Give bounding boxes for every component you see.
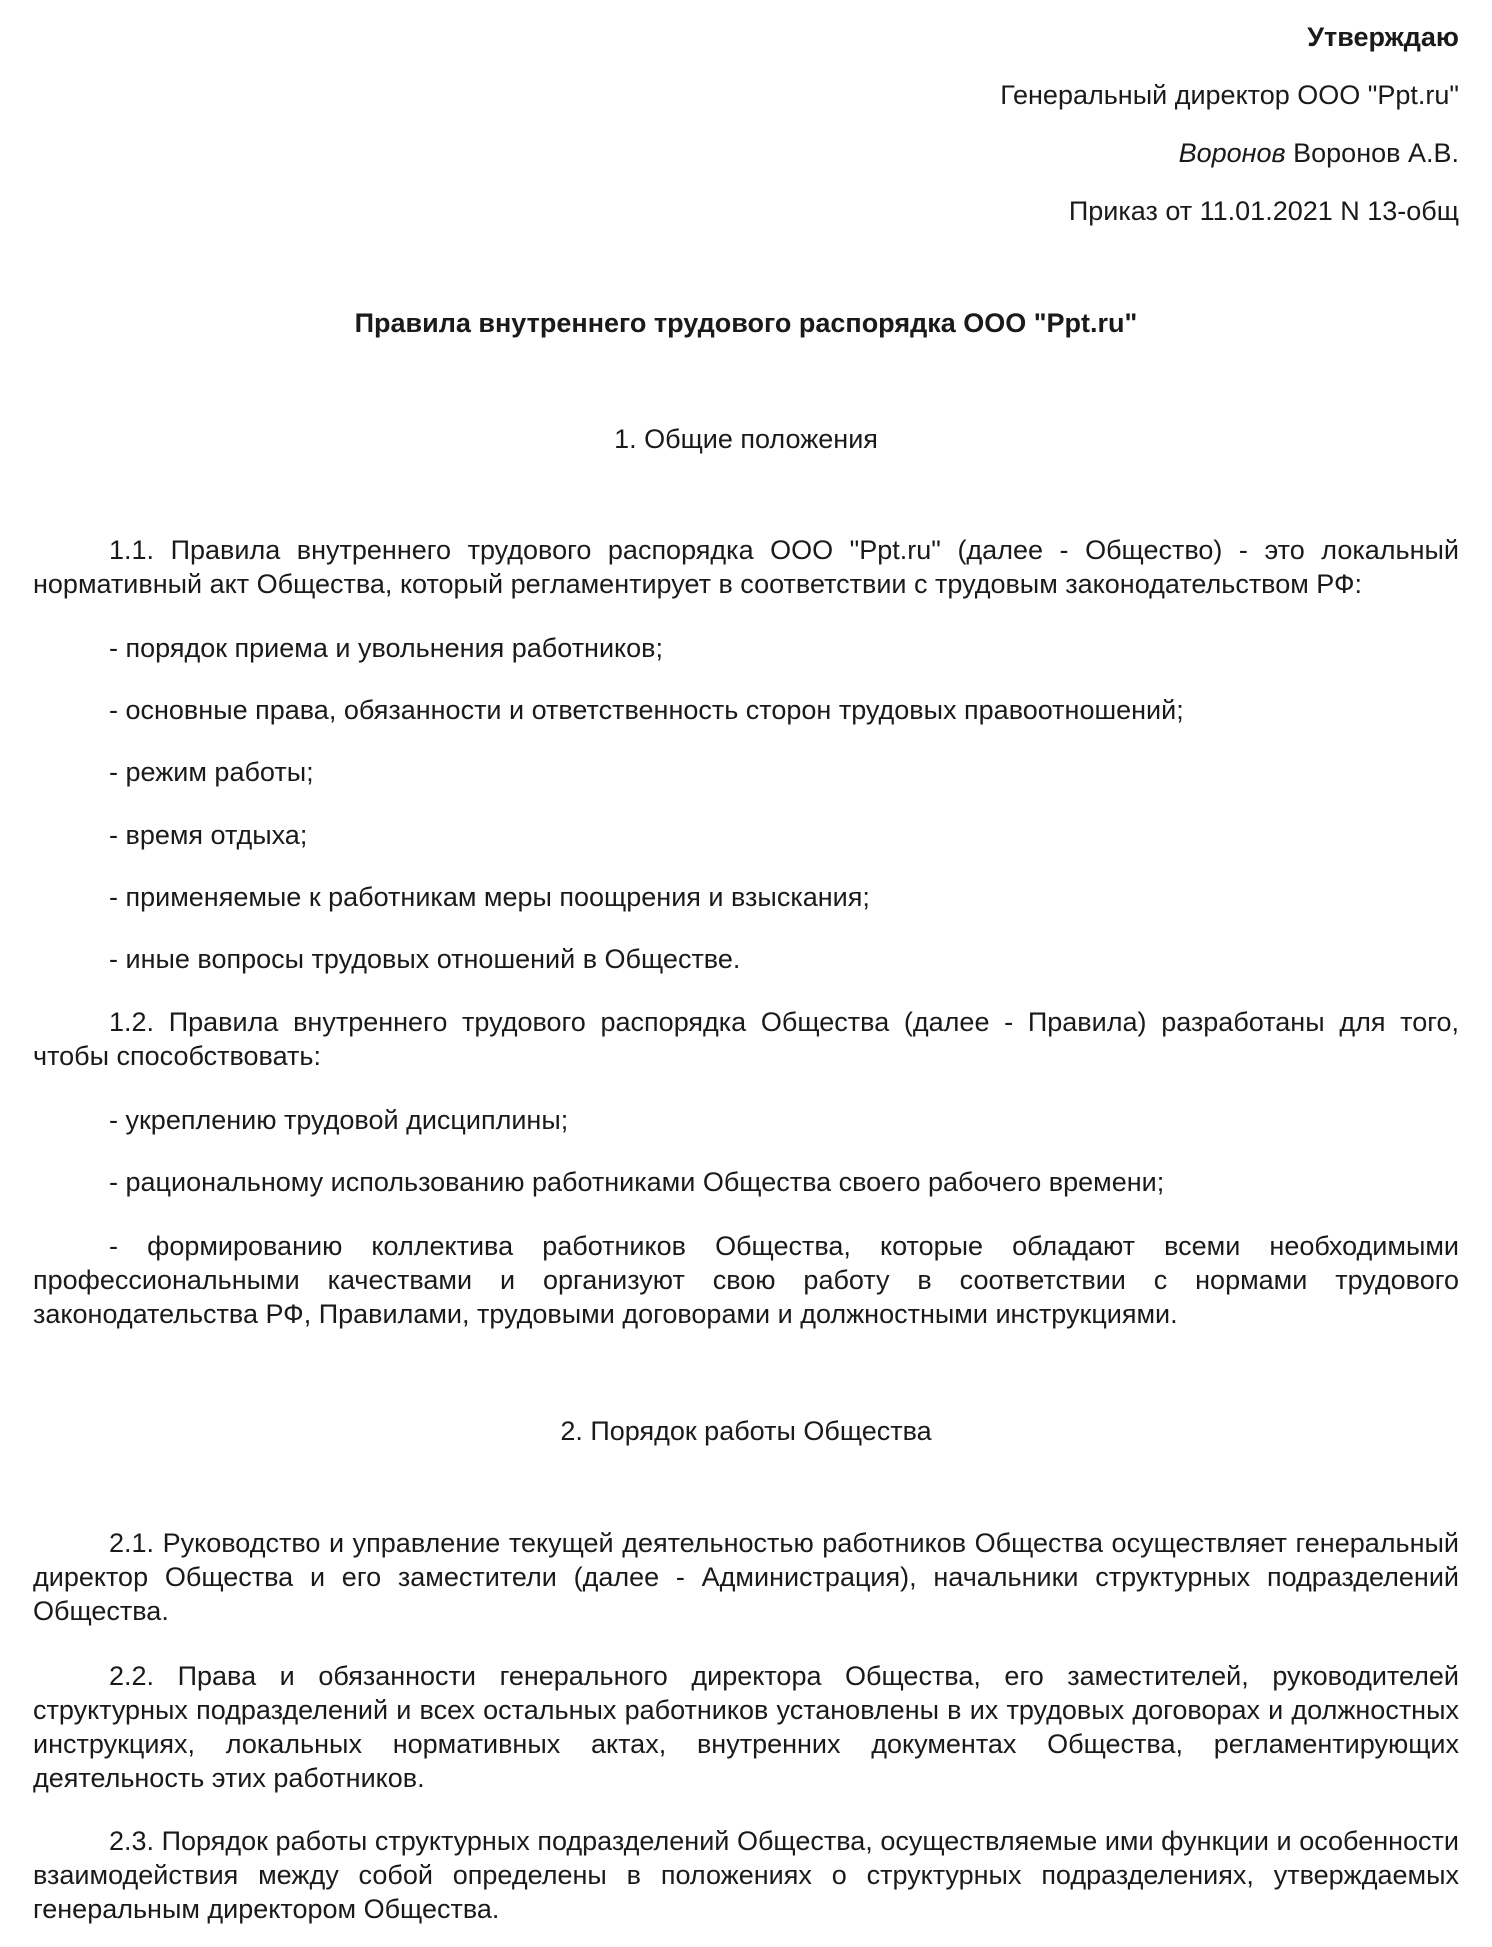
list-item: - укреплению трудовой дисциплины; bbox=[109, 1105, 569, 1135]
paragraph-2-1: 2.1. Руководство и управление текущей деятельностью работников Общества осуществляет генеральный директор Общества и его заместители (далее - Администрация), начальники структурных подразделений Общества. bbox=[33, 1528, 1459, 1626]
list-item: - применяемые к работникам меры поощрения и взыскания; bbox=[109, 882, 870, 912]
approval-order: Приказ от 11.01.2021 N 13-общ bbox=[1068, 196, 1459, 226]
list-item: - режим работы; bbox=[109, 757, 314, 787]
approval-position: Генеральный директор ООО "Ppt.ru" bbox=[1000, 80, 1459, 110]
approval-signature-line bbox=[1179, 138, 1459, 169]
document-title: Правила внутреннего трудового распорядка ООО "Ppt.ru" bbox=[354, 308, 1138, 338]
paragraph-1-1: 1.1. Правила внутреннего трудового распорядка ООО "Ppt.ru" (далее - Общество) - это локальный нормативный акт Общества, который регламентирует в соответствии с трудовым законодательством РФ: bbox=[33, 535, 1459, 599]
list-item: - время отдыха; bbox=[109, 820, 308, 850]
list-item: - иные вопросы трудовых отношений в Обществе. bbox=[109, 944, 741, 974]
paragraph-1-2: 1.2. Правила внутреннего трудового распорядка Общества (далее - Правила) разработаны для того, чтобы способствовать: bbox=[33, 1007, 1459, 1071]
paragraph-2-2: 2.2. Права и обязанности генерального директора Общества, его заместителей, руководителей структурных подразделений и всех остальных работников установлены в их трудовых договорах и должностных инструкциях, локальных нормативных актах, внутренних документах Общества, регламентирующих деятельность этих работников. bbox=[33, 1661, 1459, 1793]
list-item: - рациональному использованию работниками Общества своего рабочего времени; bbox=[109, 1167, 1165, 1197]
list-item: - порядок приема и увольнения работников; bbox=[109, 633, 664, 663]
list-item: - основные права, обязанности и ответственность сторон трудовых правоотношений; bbox=[109, 695, 1184, 725]
section-2-title: 2. Порядок работы Общества bbox=[560, 1416, 932, 1446]
section-1-title: 1. Общие положения bbox=[614, 424, 878, 454]
paragraph-2-3: 2.3. Порядок работы структурных подразделений Общества, осуществляемые ими функции и особенности взаимодействия между собой определены в положениях о структурных подразделениях, утверждаемых генеральным директором Общества. bbox=[33, 1826, 1459, 1924]
approval-title: Утверждаю bbox=[1307, 22, 1459, 52]
paragraph-1-2-last-item: - формированию коллектива работников Общества, которые обладают всеми необходимыми профессиональными качествами и организуют свою работу в соответствии с нормами трудового законодательства РФ, Правилами, трудовыми договорами и должностными инструкциями. bbox=[33, 1231, 1459, 1329]
approver-name: Воронов А.В. bbox=[1293, 138, 1459, 168]
handwritten-signature: Воронов bbox=[1178, 138, 1286, 168]
